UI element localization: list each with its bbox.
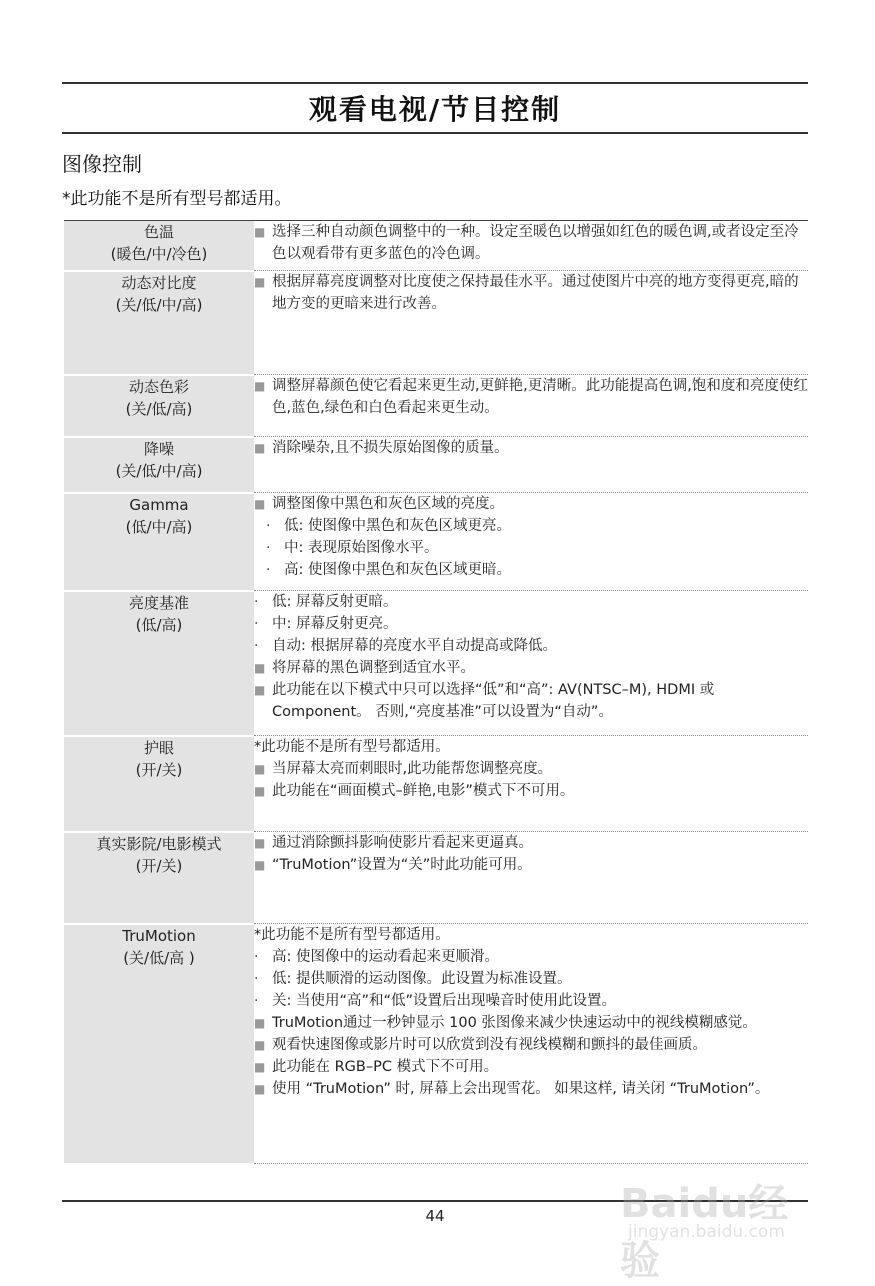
description-line: [254, 780, 808, 802]
description-line: [254, 832, 808, 854]
setting-row: [64, 924, 808, 1164]
setting-options: (低/高): [135, 615, 183, 634]
description-line: [254, 375, 808, 419]
square-bullet-icon: ■: [254, 441, 266, 455]
description-text: 自动: 根据屏幕的亮度水平自动提高或降低。: [272, 638, 557, 654]
page-title: 观看电视/节目控制: [308, 93, 562, 126]
dot-bullet-icon: ·: [254, 993, 259, 1009]
description-line: [254, 1034, 808, 1056]
description-text: 中: 表现原始图像水平。: [284, 540, 439, 556]
description-text: 此功能在“画面模式–鲜艳,电影”模式下不可用。: [272, 783, 575, 799]
description-line: [254, 924, 808, 946]
setting-name: TruMotion: [122, 926, 196, 945]
description-text: 将屏幕的黑色调整到适宜水平。: [272, 660, 475, 676]
setting-name: 色温: [143, 223, 174, 241]
page-number: 44: [425, 1207, 445, 1225]
setting-description: [254, 736, 808, 832]
setting-options: (低/中/高): [125, 517, 193, 536]
setting-options: (关/低/高 ): [123, 948, 195, 967]
setting-options: (暖色/中/冷色): [110, 245, 208, 263]
description-text: 低: 使图像中黑色和灰色区域更亮。: [284, 518, 511, 534]
description-text: *此功能不是所有型号都适用。: [254, 927, 450, 943]
square-bullet-icon: ■: [254, 1082, 266, 1096]
description-text: TruMotion通过一秒钟显示 100 张图像来减少快速运动中的视线模糊感觉。: [272, 1015, 757, 1031]
watermark-url: jingyan.baidu.com: [628, 1222, 785, 1242]
square-bullet-icon: ■: [254, 275, 266, 289]
watermark-brand: Baidu经验: [620, 1181, 789, 1284]
description-line: [254, 968, 808, 990]
description-line: [254, 537, 808, 559]
setting-options: (关/低/中/高): [115, 461, 203, 480]
setting-row: [64, 493, 808, 591]
setting-name: 动态对比度: [121, 273, 197, 292]
setting-row: [64, 736, 808, 832]
setting-options: (开/关): [135, 856, 183, 875]
dot-bullet-icon: ·: [254, 616, 259, 632]
description-line: [254, 946, 808, 968]
setting-row: [64, 221, 808, 271]
description-line: [254, 515, 808, 537]
description-text: 根据屏幕亮度调整对比度使之保持最佳水平。通过使图片中亮的地方变得更亮,暗的地方变的更暗来进行改善。: [272, 274, 799, 312]
description-line: [254, 221, 808, 265]
setting-label: [64, 221, 254, 271]
setting-name: 降噪: [143, 439, 174, 458]
description-line: [254, 271, 808, 315]
setting-description: [254, 437, 808, 493]
description-text: 使用 “TruMotion” 时, 屏幕上会出现雪花。 如果这样, 请关闭 “TruMotion”。: [272, 1081, 770, 1097]
setting-label: [64, 437, 254, 493]
setting-label: [64, 736, 254, 832]
description-text: 选择三种自动颜色调整中的一种。设定至暖色以增强如红色的暖色调,或者设定至冷色以观看带有更多蓝色的冷色调。: [272, 224, 799, 262]
square-bullet-icon: ■: [254, 762, 266, 776]
description-line: [254, 493, 808, 515]
setting-description: [254, 924, 808, 1164]
square-bullet-icon: ■: [254, 683, 266, 697]
setting-label: [64, 924, 254, 1164]
description-text: 此功能在 RGB–PC 模式下不可用。: [272, 1059, 499, 1075]
square-bullet-icon: ■: [254, 661, 266, 675]
setting-name: 护眼: [143, 738, 174, 757]
square-bullet-icon: ■: [254, 225, 266, 239]
description-text: *此功能不是所有型号都适用。: [254, 739, 450, 755]
description-line: [254, 736, 808, 758]
description-text: 低: 屏幕反射更暗。: [272, 594, 398, 610]
square-bullet-icon: ■: [254, 497, 266, 511]
description-text: 此功能在以下模式中只可以选择“低”和“高”: AV(NTSC–M), HDMI 或 Component。 否则,“亮度基准”可以设置为“自动”。: [272, 682, 715, 720]
dot-bullet-icon: ·: [254, 594, 259, 610]
description-line: [254, 437, 808, 459]
description-line: [254, 679, 808, 723]
description-text: 消除噪杂,且不损失原始图像的质量。: [272, 440, 509, 456]
setting-row: [64, 591, 808, 736]
setting-label: [64, 591, 254, 736]
dot-bullet-icon: ·: [254, 638, 259, 654]
setting-label: [64, 375, 254, 437]
setting-description: [254, 493, 808, 591]
square-bullet-icon: ■: [254, 379, 266, 393]
setting-row: [64, 437, 808, 493]
setting-name: Gamma: [129, 495, 189, 514]
dot-bullet-icon: ·: [266, 518, 271, 534]
square-bullet-icon: ■: [254, 1016, 266, 1030]
section-heading: 图像控制: [62, 152, 142, 176]
setting-description: [254, 221, 808, 271]
description-text: 关: 当使用“高”和“低”设置后出现噪音时使用此设置。: [272, 993, 617, 1009]
description-text: 高: 使图像中黑色和灰色区域更暗。: [284, 562, 511, 578]
settings-table: [64, 220, 808, 1165]
description-text: 调整屏幕颜色使它看起来更生动,更鲜艳,更清晰。此功能提高色调,饱和度和亮度使红色,蓝色,绿色和白色看起来更生动。: [272, 378, 808, 416]
description-line: [254, 591, 808, 613]
title-rule: [62, 132, 808, 134]
setting-name: 动态色彩: [128, 377, 189, 396]
description-line: [254, 1078, 808, 1100]
availability-note: *此功能不是所有型号都适用。: [62, 189, 292, 209]
setting-label: [64, 271, 254, 375]
setting-options: (关/低/中/高): [115, 295, 203, 314]
setting-label: [64, 493, 254, 591]
setting-name: 亮度基准: [128, 593, 189, 612]
description-text: “TruMotion”设置为“关”时此功能可用。: [272, 857, 532, 873]
dot-bullet-icon: ·: [266, 562, 271, 578]
description-text: 当屏幕太亮而刺眼时,此功能帮您调整亮度。: [272, 761, 553, 777]
setting-description: [254, 832, 808, 924]
setting-description: [254, 375, 808, 437]
setting-description: [254, 591, 808, 736]
description-text: 高: 使图像中的运动看起来更顺滑。: [272, 949, 499, 965]
description-line: [254, 559, 808, 581]
setting-label: [64, 832, 254, 924]
setting-row: [64, 832, 808, 924]
setting-row: [64, 375, 808, 437]
setting-options: (关/低/高): [125, 399, 193, 418]
square-bullet-icon: ■: [254, 784, 266, 798]
description-text: 调整图像中黑色和灰色区域的亮度。: [272, 496, 504, 512]
description-line: [254, 657, 808, 679]
description-line: [254, 854, 808, 876]
description-text: 观看快速图像或影片时可以欣赏到没有视线模糊和颤抖的最佳画质。: [272, 1037, 707, 1053]
square-bullet-icon: ■: [254, 1038, 266, 1052]
setting-description: [254, 271, 808, 375]
description-line: [254, 635, 808, 657]
setting-row: [64, 271, 808, 375]
square-bullet-icon: ■: [254, 1060, 266, 1074]
dot-bullet-icon: ·: [254, 949, 259, 965]
dot-bullet-icon: ·: [254, 971, 259, 987]
description-line: [254, 1056, 808, 1078]
description-text: 中: 屏幕反射更亮。: [272, 616, 398, 632]
dot-bullet-icon: ·: [266, 540, 271, 556]
baidu-watermark: [620, 1150, 820, 1284]
square-bullet-icon: ■: [254, 836, 266, 850]
description-text: 低: 提供顺滑的运动图像。此设置为标准设置。: [272, 971, 572, 987]
setting-name: 真实影院/电影模式: [96, 834, 222, 853]
description-text: 通过消除颤抖影响使影片看起来更逼真。: [272, 835, 533, 851]
setting-options: (开/关): [135, 760, 183, 779]
description-line: [254, 758, 808, 780]
description-line: [254, 990, 808, 1012]
top-rule: [62, 82, 808, 84]
square-bullet-icon: ■: [254, 858, 266, 872]
description-line: [254, 1012, 808, 1034]
description-line: [254, 613, 808, 635]
